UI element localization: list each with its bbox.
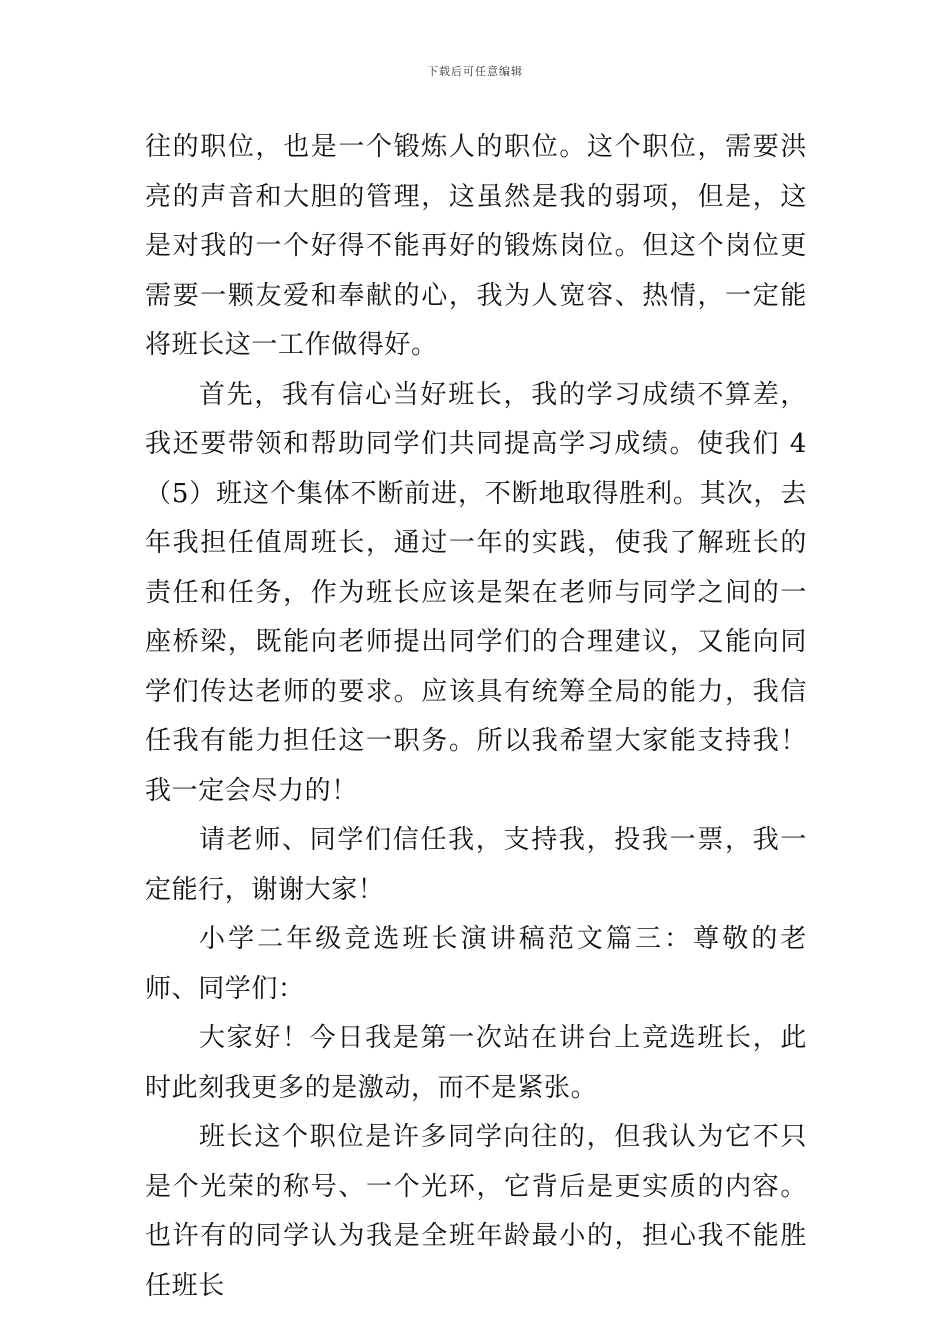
- paragraph-continuation: 往的职位，也是一个锻炼人的职位。这个职位，需要洪亮的声音和大胆的管理，这虽然是我的弱项，但是，这是对我的一个好得不能再好的锻炼岗位。但这个岗位更需要一颗友爱和奉献的心，我为人宽容、热情，一定能将班长这一工作做得好。: [145, 132, 807, 360]
- paragraph-closing-appeal: 请老师、同学们信任我，支持我，投我一票，我一定能行，谢谢大家！: [145, 825, 807, 905]
- document-body: [145, 123, 807, 1311]
- paragraph-first-reason: 首先，我有信心当好班长，我的学习成绩不算差，我还要带领和帮助同学们共同提高学习成绩。使我们 4（5）班这个集体不断前进，不断地取得胜利。其次，去年我担任值周班长，通过一年的实践，使我了解班长的责任和任务，作为班长应该是架在老师与同学之间的一座桥梁，既能向老师提出同学们的合理建议，又能向同学们传达老师的要求。应该具有统筹全局的能力，我信任我有能力担任这一职务。所以我希望大家能支持我！我一定会尽力的！: [145, 379, 807, 806]
- page-header-note: 下载后可任意编辑: [427, 65, 523, 78]
- paragraph-role-description: 班长这个职位是许多同学向往的，但我认为它不只是个光荣的称号、一个光环，它背后是更实质的内容。也许有的同学认为我是全班年龄最小的，担心我不能胜任班长: [145, 1122, 807, 1301]
- paragraph-section-heading: 小学二年级竞选班长演讲稿范文篇三：尊敬的老师、同学们：: [145, 924, 807, 1004]
- paragraph-greeting: 大家好！今日我是第一次站在讲台上竞选班长，此时此刻我更多的是激动，而不是紧张。: [145, 1023, 807, 1103]
